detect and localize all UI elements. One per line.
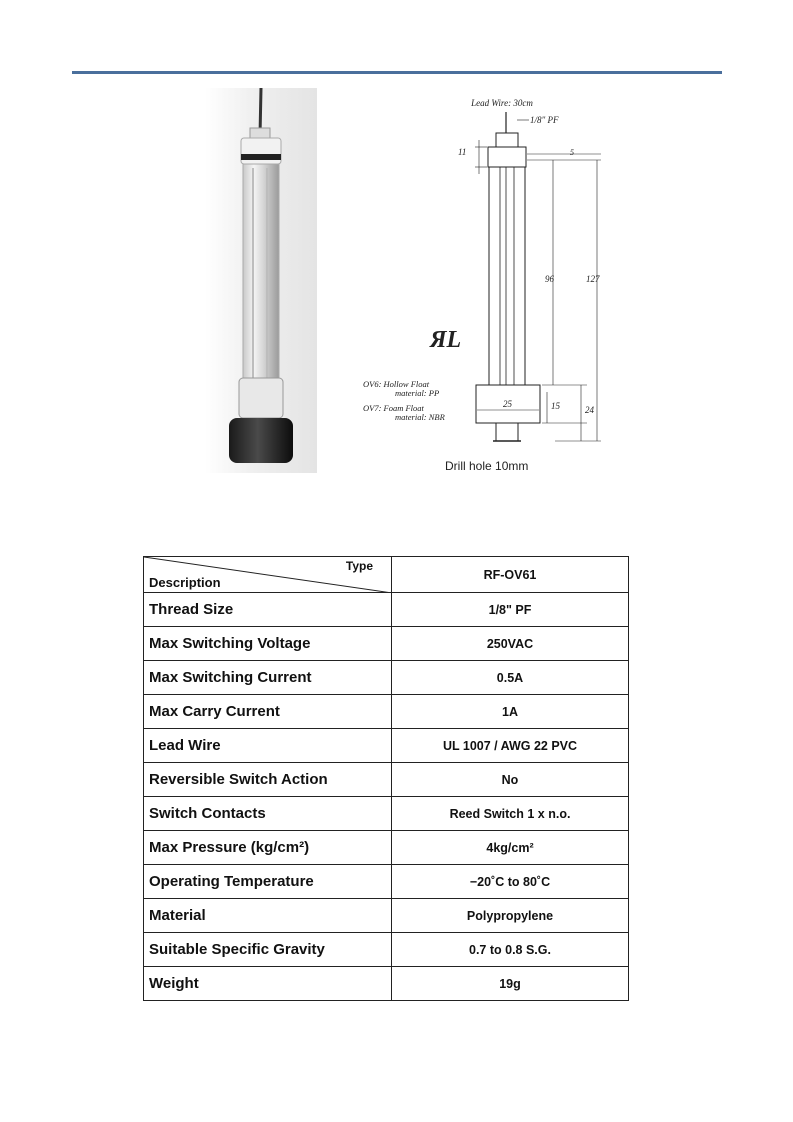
row-label: Max Pressure (kg/cm²) [144,831,392,865]
table-row [144,865,629,899]
description-header: Description [149,575,221,590]
dim-24-label: 24 [585,405,594,415]
row-value: −20˚C to 80˚C [392,865,629,899]
row-value: No [392,763,629,797]
row-value: 0.7 to 0.8 S.G. [392,933,629,967]
row-value: 19g [392,967,629,1001]
spec-table [143,556,629,1001]
row-label: Operating Temperature [144,865,392,899]
row-label: Thread Size [144,593,392,627]
table-row [144,967,629,1001]
row-label: Max Switching Current [144,661,392,695]
row-label: Material [144,899,392,933]
row-value: 250VAC [392,627,629,661]
dim-127-label: 127 [586,274,600,284]
type-header: Type [345,559,373,573]
row-value: 0.5A [392,661,629,695]
table-row [144,627,629,661]
row-value: 4kg/cm² [392,831,629,865]
row-label: Suitable Specific Gravity [144,933,392,967]
table-row [144,763,629,797]
row-label: Max Carry Current [144,695,392,729]
row-value: Polypropylene [392,899,629,933]
row-value: Reed Switch 1 x n.o. [392,797,629,831]
row-value: 1/8" PF [392,593,629,627]
dim-5-label: 5 [570,148,574,157]
table-row [144,695,629,729]
ov6-label: OV6: Hollow Float [363,379,430,389]
row-label: Weight [144,967,392,1001]
row-label: Switch Contacts [144,797,392,831]
dim-96-label: 96 [545,274,554,284]
row-label: Reversible Switch Action [144,763,392,797]
table-row [144,797,629,831]
ov7-material-label: material: NBR [395,412,445,422]
table-row [144,729,629,763]
product-photo [205,88,317,473]
lead-wire-label: Lead Wire: 30cm [471,98,533,108]
header-rule [72,71,722,74]
model-header: RF-OV61 [392,557,629,593]
ul-mark-logo: ЯL [430,327,462,353]
row-value: UL 1007 / AWG 22 PVC [392,729,629,763]
row-value: 1A [392,695,629,729]
dim-25-label: 25 [503,399,512,409]
table-header-row [144,557,629,593]
row-label: Lead Wire [144,729,392,763]
row-label: Max Switching Voltage [144,627,392,661]
table-row [144,661,629,695]
table-row [144,899,629,933]
dim-11-label: 11 [458,147,467,157]
type-description-header [144,557,392,593]
table-row [144,933,629,967]
dimension-drawing [355,88,620,480]
table-row [144,831,629,865]
drill-hole-label: Drill hole 10mm [445,459,529,473]
dim-15-label: 15 [551,401,560,411]
table-row [144,593,629,627]
ov7-label: OV7: Foam Float [363,403,424,413]
ov6-material-label: material: PP [395,388,440,398]
thread-label: 1/8" PF [530,115,559,125]
